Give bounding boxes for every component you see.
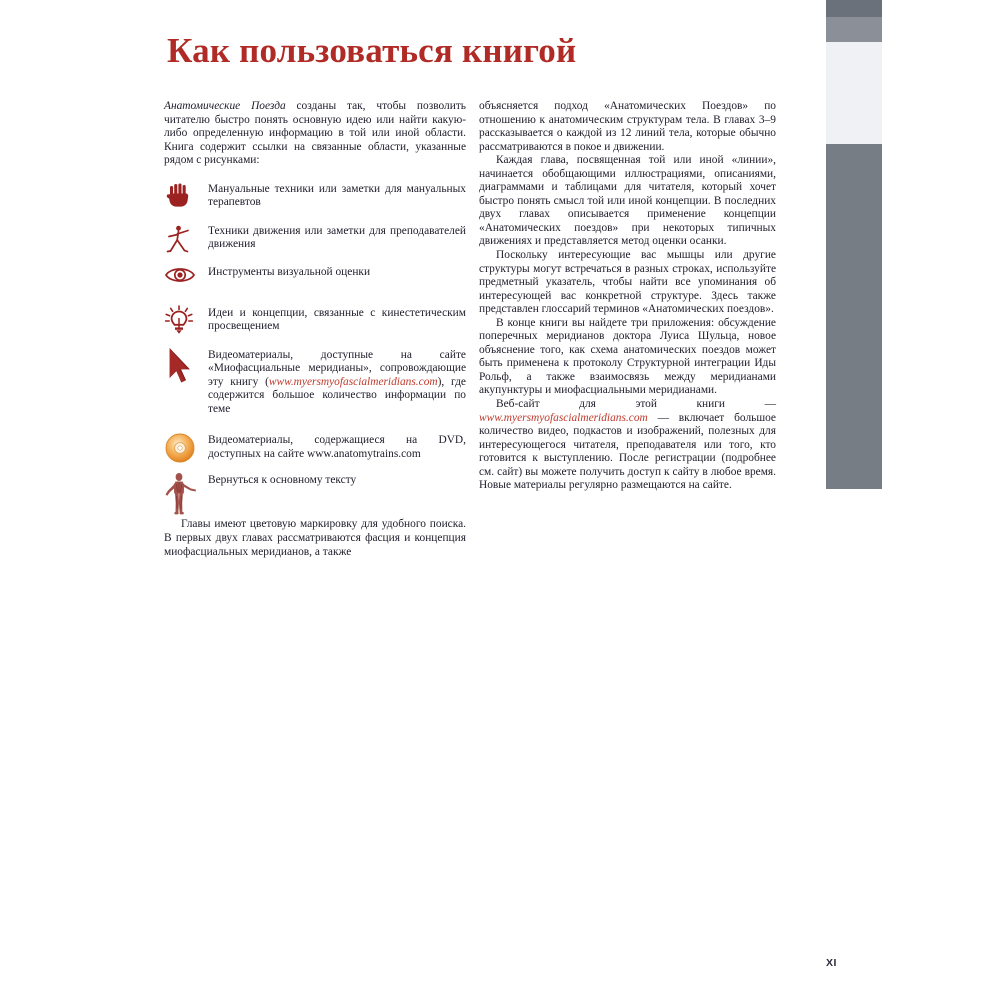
- list-item: [164, 432, 466, 462]
- list-item: [164, 223, 466, 253]
- page-title: Как пользоваться книгой: [167, 31, 577, 71]
- left-closing-paragraph: Главы имеют цветовую маркировку для удобного поиска. В первых двух главах рассматриваются фасция и концепция миофасциальных меридианов, а также: [164, 518, 466, 558]
- right-paragraph-2: Каждая глава, посвященная той или иной «линии», начинается обобщающими иллюстрациями, описаниями, диаграммами и таблицами для читателя, который хочет быстро понять смысл той или иной концепции. В последних двух главах описывается применение концепции «Анатомических поездов» при некоторых типичных движениях и представляется метод оценки осанки.: [479, 154, 776, 248]
- dvd-disc-icon: [164, 432, 206, 464]
- list-item-label: Идеи и концепции, связанные с кинестетическим просвещением: [208, 306, 466, 333]
- anatomical-figure-icon: [164, 472, 206, 516]
- right-paragraph-3: Поскольку интересующие вас мышцы или другие структуры могут встречаться в разных строках, используйте предметный указатель, чтобы найти все упоминания об интересующей вас конкретной структуре. Здесь также представлен глоссарий терминов «Анатомических поездов».: [479, 249, 776, 316]
- website-text-after: — включает большое количество видео, подкастов и изображений, полезных для интересующегося читателя, преподавателя или того, кто готовится к выступлению. После регистрации (подробнее см. сайт) вы можете получить доступ к сайту в любое время. Новые материалы регулярно размещаются на сайте.: [479, 411, 776, 492]
- list-item: [164, 305, 466, 335]
- intro-rest: созданы так, чтобы позволить читателю быстро понять основную идею или найти какую-либо определенную информацию в той или иной области. Книга содержит ссылки на связанные области, указанные рядом с рисунками:: [164, 100, 466, 167]
- video-text-after: ), где содержится большое количество информации по теме: [208, 375, 466, 415]
- list-item: [164, 347, 466, 417]
- list-item: [164, 264, 466, 294]
- list-item-label: [208, 347, 466, 417]
- icon-legend-list: [164, 181, 466, 503]
- edge-tab-dark-top: [826, 0, 882, 17]
- myersmyofascialmeridians-link[interactable]: www.myersmyofascialmeridians.com: [268, 375, 438, 388]
- cursor-arrow-icon: [164, 347, 206, 387]
- lightbulb-icon: [164, 305, 206, 336]
- right-paragraph-1: объясняется подход «Анатомических Поездов» по отношению к анатомическим структурам тела. В главах 3–9 рассказывается о каждой из 12 линий тела, которые обычно рассматриваются в покое и движении.: [479, 100, 776, 153]
- list-item-label: Инструменты визуальной оценки: [208, 265, 371, 278]
- edge-tab-medium-gray: [826, 17, 882, 42]
- edge-tab-light: [826, 42, 882, 144]
- list-item-label: Мануальные техники или заметки для мануальных терапевтов: [208, 182, 466, 209]
- right-paragraph-5: [479, 398, 776, 493]
- dancing-figure-icon: [164, 223, 206, 255]
- list-item: [164, 472, 466, 502]
- list-item-label: Видеоматериалы, содержащиеся на DVD, доступных на сайте www.anatomytrains.com: [208, 434, 466, 461]
- page-number: XI: [826, 957, 837, 969]
- right-column: [479, 100, 776, 493]
- edge-tab-slate: [826, 144, 882, 489]
- intro-paragraph: [164, 100, 466, 168]
- right-paragraph-4: В конце книги вы найдете три приложения: обсуждение поперечных меридианов доктора Луиса Шульца, новое объяснение того, как схема анатомических поездов может быть применена к протоколу Структурной интеграции Иды Рольф, а также взаимосвязь между меридианами акупунктуры и миофасциальными меридианами.: [479, 316, 776, 397]
- left-column: [164, 100, 466, 559]
- website-text-before: Веб-сайт для этой книги —: [496, 398, 776, 411]
- eye-icon: [164, 264, 206, 286]
- list-item-label: Техники движения или заметки для преподавателей движения: [208, 224, 466, 251]
- list-item-label: Вернуться к основному тексту: [208, 474, 357, 487]
- list-item: [164, 181, 466, 211]
- video-text-before: Видеоматериалы, доступные на сайте «Миофасциальные меридианы», сопровождающие эту книгу (: [208, 348, 466, 388]
- hand-icon: [164, 181, 206, 211]
- book-website-link[interactable]: www.myersmyofascialmeridians.com: [479, 411, 648, 424]
- intro-lead-italic: Анатомические Поезда: [164, 100, 286, 112]
- chapter-color-tabs: [826, 0, 882, 500]
